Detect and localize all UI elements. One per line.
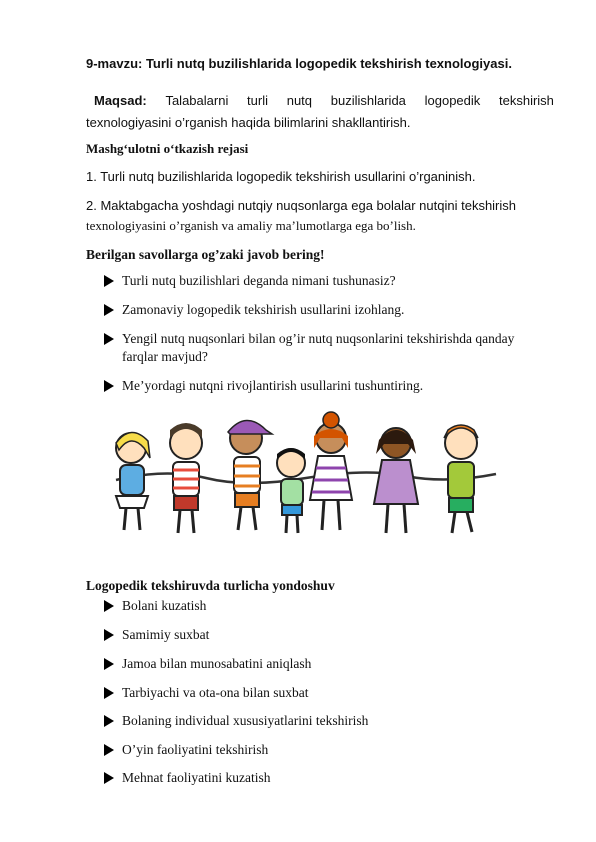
bullet-arrow-icon bbox=[104, 715, 114, 727]
bullet-arrow-icon bbox=[104, 744, 114, 756]
bullet-arrow-icon bbox=[104, 304, 114, 316]
bullet-arrow-icon bbox=[104, 772, 114, 784]
goal-line bbox=[86, 93, 554, 108]
bullet-arrow-icon bbox=[104, 380, 114, 392]
bullet-arrow-icon bbox=[104, 658, 114, 670]
plan-title: Mashg‘ulotni o‘tkazish rejasi bbox=[86, 141, 249, 156]
approach-item: Bolani kuzatish bbox=[104, 597, 206, 615]
plan-item: 2. Maktabgacha yoshdagi nutqiy nuqsonlarga ega bolalar nutqini tekshirish bbox=[86, 198, 517, 213]
approach-item: O’yin faoliyatini tekshirish bbox=[104, 741, 268, 759]
questions-title: Berilgan savollarga og’zaki javob bering! bbox=[86, 247, 325, 262]
children-holding-hands-illustration bbox=[106, 408, 506, 543]
goal-word: buzilishlarida bbox=[330, 93, 406, 108]
bullet-arrow-icon bbox=[104, 600, 114, 612]
goal-line-2: texnologiyasini o’rganish haqida bilimlarini shakllantirish. bbox=[86, 115, 411, 130]
bullet-arrow-icon bbox=[104, 333, 114, 345]
bullet-arrow-icon bbox=[104, 629, 114, 641]
plan-item-continued: texnologiyasini o’rganish va amaliy ma’lumotlarga ega bo’lish. bbox=[86, 218, 416, 233]
approach-item: Jamoa bilan munosabatini aniqlash bbox=[104, 655, 311, 673]
goal-word: turli bbox=[247, 93, 268, 108]
goal-word: logopedik bbox=[424, 93, 481, 108]
approach-item: Tarbiyachi va ota-ona bilan suxbat bbox=[104, 684, 309, 702]
goal-word: Talabalarni bbox=[165, 93, 229, 108]
question-item: Turli nutq buzilishlari deganda nimani tushunasiz? bbox=[104, 272, 396, 290]
question-item: Me’yordagi nutqni rivojlantirish usullarini tushuntiring. bbox=[104, 377, 423, 395]
page-title: 9-mavzu: Turli nutq buzilishlarida logopedik tekshirish texnologiyasi. bbox=[86, 56, 512, 71]
bullet-arrow-icon bbox=[104, 275, 114, 287]
plan-item: 1. Turli nutq buzilishlarida logopedik tekshirish usullarini o’rganinish. bbox=[86, 169, 476, 184]
question-item: Yengil nutq nuqsonlari bilan og’ir nutq nuqsonlarini tekshirishda qanday farqlar mavjud? bbox=[104, 330, 542, 366]
approach-item: Bolaning individual xususiyatlarini tekshirish bbox=[104, 712, 368, 730]
approaches-title: Logopedik tekshiruvda turlicha yondoshuv bbox=[86, 578, 335, 593]
question-item: Zamonaviy logopedik tekshirish usullarini izohlang. bbox=[104, 301, 404, 319]
approach-item: Samimiy suxbat bbox=[104, 626, 209, 644]
goal-word: tekshirish bbox=[499, 93, 554, 108]
approach-item: Mehnat faoliyatini kuzatish bbox=[104, 769, 270, 787]
goal-word: nutq bbox=[286, 93, 313, 108]
goal-label: Maqsad: bbox=[94, 93, 147, 108]
bullet-arrow-icon bbox=[104, 687, 114, 699]
